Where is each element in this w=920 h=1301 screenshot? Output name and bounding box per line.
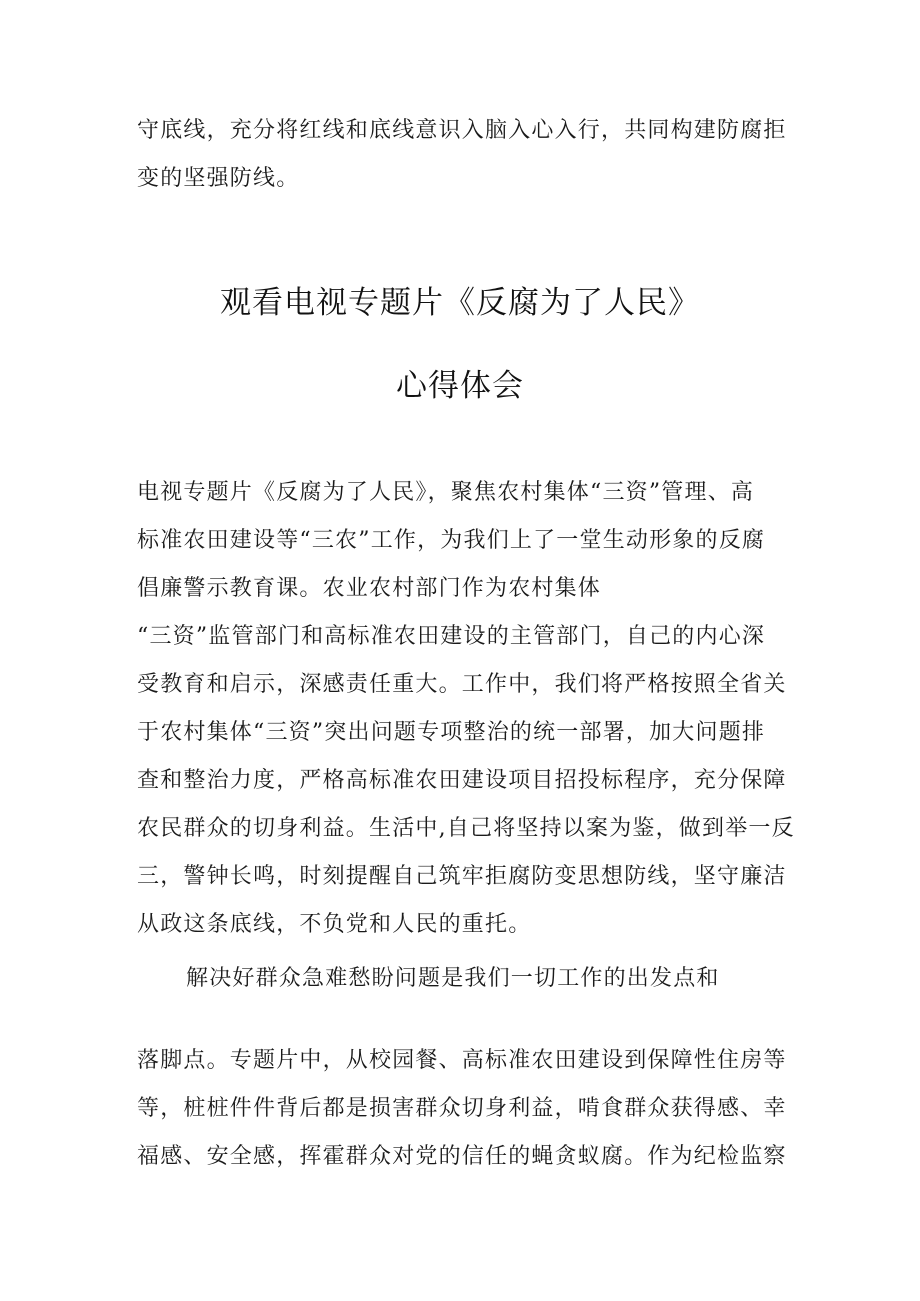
paragraph-line: “三资”监管部门和高标准农田建设的主管部门，自己的内心深 <box>137 624 766 649</box>
paragraph-line: 从政这条底线，不负党和人民的重托。 <box>137 912 532 937</box>
paragraph-line: 福感、安全感，挥霍群众对党的信任的蝇贪蚁腐。作为纪检监察 <box>137 1144 787 1169</box>
paragraph-line: 倡廉警示教育课。农业农村部门作为农村集体 <box>137 576 602 601</box>
paragraph-line: 于农村集体“三资”突出问题专项整治的统一部署，加大问题排 <box>137 720 766 745</box>
paragraph-line: 农民群众的切身利益。生活中,自己将坚持以案为鉴，做到举一反 <box>137 816 795 841</box>
paragraph-line: 电视专题片《反腐为了人民》，聚焦农村集体“三资”管理、高 <box>137 480 755 505</box>
page-title: 观看电视专题片《反腐为了人民》 <box>220 285 700 321</box>
intro-line: 守底线，充分将红线和底线意识入脑入心入行，共同构建防腐拒 <box>137 118 787 143</box>
paragraph-line: 等，桩桩件件背后都是损害群众切身利益，啃食群众获得感、幸 <box>137 1096 787 1121</box>
paragraph-line: 解决好群众急难愁盼问题是我们一切工作的出发点和 <box>186 966 720 991</box>
paragraph-line: 落脚点。专题片中，从校园餐、高标准农田建设到保障性住房等 <box>137 1048 787 1073</box>
paragraph-line: 三，警钟长鸣，时刻提醒自己筑牢拒腐防变思想防线，坚守廉洁 <box>137 864 787 889</box>
page-subtitle: 心得体会 <box>396 368 524 404</box>
intro-line: 变的坚强防线。 <box>137 166 300 191</box>
paragraph-line: 查和整治力度，严格高标准农田建设项目招投标程序，充分保障 <box>137 768 787 793</box>
paragraph-line: 标准农田建设等“三农”工作，为我们上了一堂生动形象的反腐 <box>137 528 766 553</box>
paragraph-line: 受教育和启示，深感责任重大。工作中，我们将严格按照全省关 <box>137 672 787 697</box>
